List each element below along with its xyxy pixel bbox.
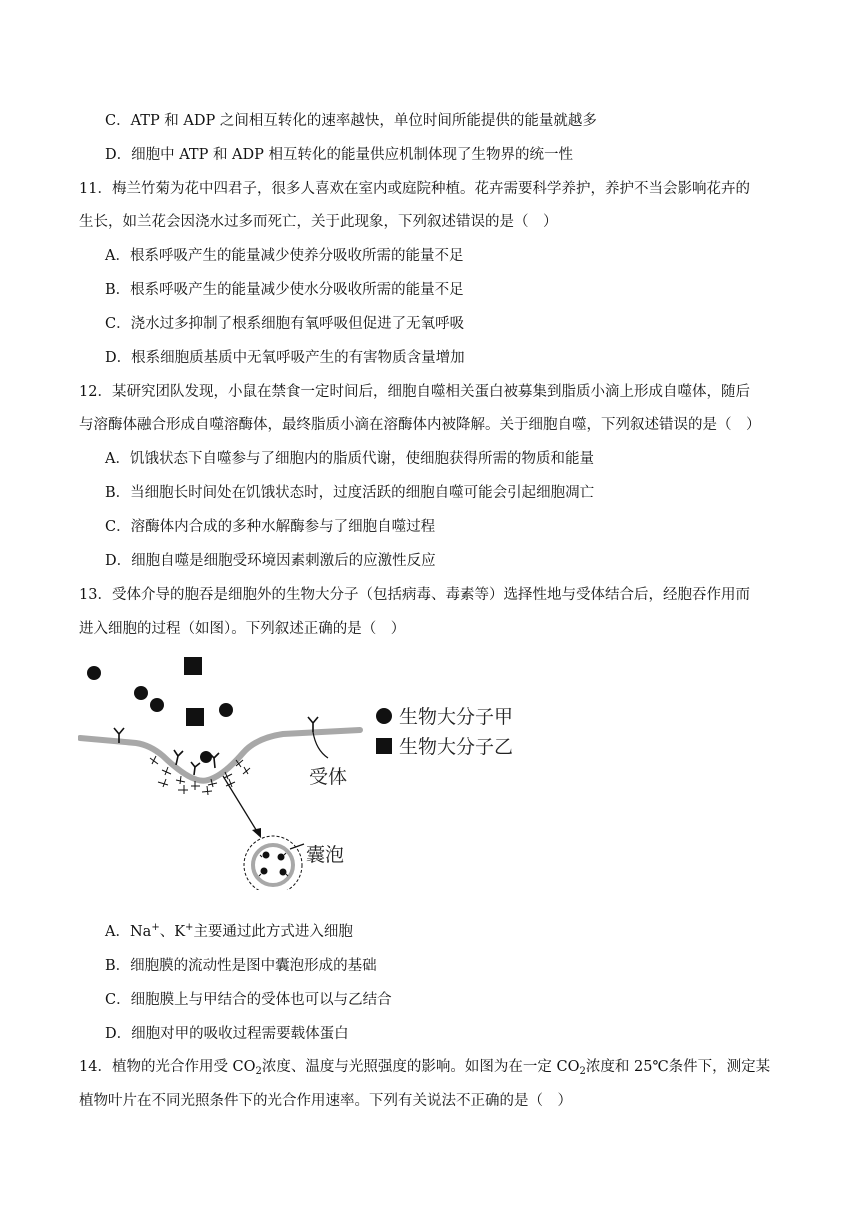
q12-option-a: A．饥饿状态下自噬参与了细胞内的脂质代谢，使细胞获得所需的物质和能量 [105,451,594,467]
q14-stem-part-1: 14．植物的光合作用受 CO [79,1059,256,1075]
q11-option-b: B．根系呼吸产生的能量减少使水分吸收所需的能量不足 [105,282,464,298]
q13-option-a [105,922,353,942]
q13-stem-line-2: 进入细胞的过程（如图）。下列叙述正确的是（ ） [79,621,406,637]
macromolecule-b-markers [184,657,204,726]
q13-option-a-rest: 主要通过此方式进入细胞 [193,924,353,940]
q12-stem-line-1: 12．某研究团队发现，小鼠在禁食一定时间后，细胞自噬相关蛋白被募集到脂质小滴上形成自噬体，随后 [79,384,750,400]
q14-stem-part-2: 浓度、温度与光照强度的影响。如图为在一定 CO [261,1059,580,1075]
q13-option-b: B．细胞膜的流动性是图中囊泡形成的基础 [105,958,377,974]
vesicle-label: 囊泡 [306,844,345,866]
q14-stem-line-1 [79,1057,770,1077]
co2-subscript-2: 2 [579,1066,586,1077]
receptor-label: 受体 [309,766,348,788]
legend-circle-marker [376,708,392,724]
q13-option-a-mid: 、K [159,924,186,940]
q11-option-d: D．根系细胞质基质中无氧呼吸产生的有害物质含量增加 [105,350,465,366]
q13-option-a-prefix: A．Na [105,924,152,940]
q14-stem-line-2: 植物叶片在不同光照条件下的光合作用速率。下列有关说法不正确的是（ ） [79,1093,572,1109]
endocytosis-figure [78,650,528,890]
legend-macromolecule-b: 生物大分子乙 [399,736,514,758]
q13-stem-line-1: 13．受体介导的胞吞是细胞外的生物大分子（包括病毒、毒素等）选择性地与受体结合后，经胞吞作用而 [79,587,750,603]
arrow-line [223,776,258,833]
q13-option-c: C．细胞膜上与甲结合的受体也可以与乙结合 [105,992,392,1008]
vesicle [244,836,302,890]
receptor-leader-line [313,732,328,758]
q12-option-b: B．当细胞长时间处在饥饿状态时，过度活跃的细胞自噬可能会引起细胞凋亡 [105,485,595,501]
sodium-charge: + [151,922,160,933]
legend-macromolecule-a: 生物大分子甲 [399,706,514,728]
q10-option-d: D．细胞中 ATP 和 ADP 相互转化的能量供应机制体现了生物界的统一性 [105,147,574,163]
q14-stem-part-3: 浓度和 25℃条件下，测定某 [585,1059,771,1075]
potassium-charge: + [185,922,194,933]
q10-option-c: C．ATP 和 ADP 之间相互转化的速率越快，单位时间所能提供的能量就越多 [105,113,597,129]
q13-option-d: D．细胞对甲的吸收过程需要载体蛋白 [105,1026,349,1042]
q11-stem-line-1: 11．梅兰竹菊为花中四君子，很多人喜欢在室内或庭院种植。花卉需要科学养护，养护不当会影响花卉的 [79,181,750,197]
q12-stem-line-2: 与溶酶体融合形成自噬溶酶体，最终脂质小滴在溶酶体内被降解。关于细胞自噬，下列叙述错误的是（ ） [79,417,761,433]
q12-option-d: D．细胞自噬是细胞受环境因素刺激后的应激性反应 [105,553,436,569]
vesicle-leader-line [290,844,304,849]
legend-square-marker [376,738,392,754]
q11-option-a: A．根系呼吸产生的能量减少使养分吸收所需的能量不足 [105,248,464,264]
q11-option-c: C．浇水过多抑制了根系细胞有氧呼吸但促进了无氧呼吸 [105,316,465,332]
q11-stem-line-2: 生长，如兰花会因浇水过多而死亡，关于此现象，下列叙述错误的是（ ） [79,214,558,230]
q12-option-c: C．溶酶体内合成的多种水解酶参与了细胞自噬过程 [105,519,436,535]
co2-subscript-1: 2 [255,1066,262,1077]
arrow-head [252,828,261,838]
macromolecule-a-markers [87,666,233,763]
